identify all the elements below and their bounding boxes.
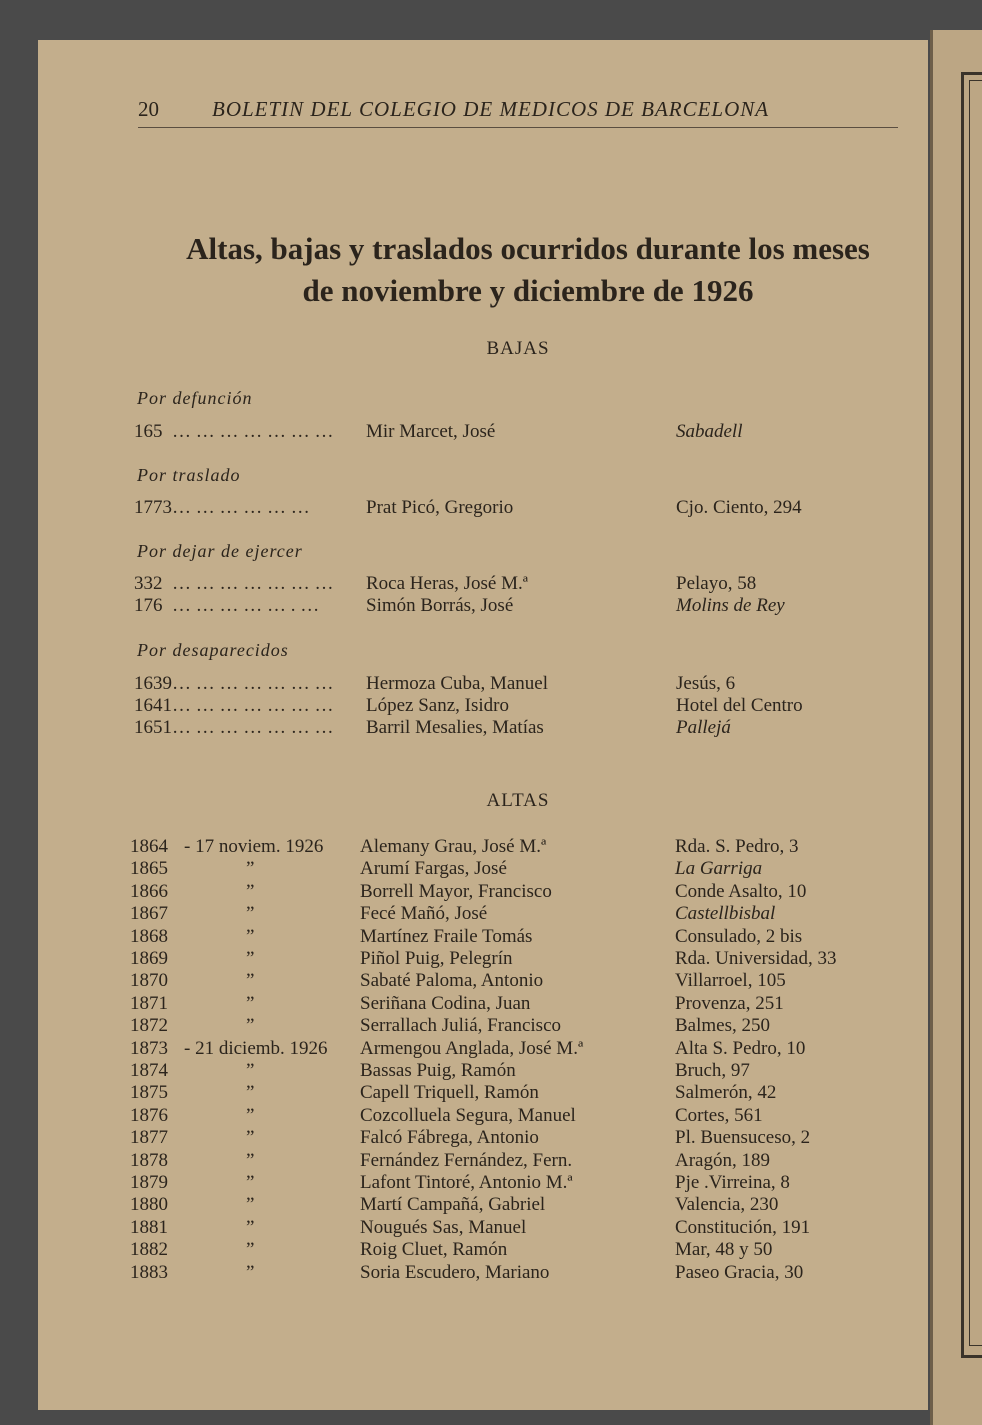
- entry-leader-dots: … … … … … … …: [172, 573, 334, 594]
- entry-name: Roig Cluet, Ramón: [360, 1239, 508, 1260]
- entry-address: Pelayo, 58: [676, 573, 757, 594]
- entry-address: Sabadell: [676, 421, 743, 442]
- altas-entry-row: [38, 1194, 928, 1216]
- entry-name: Simón Borrás, José: [366, 595, 514, 616]
- bajas-entry-row: [38, 673, 928, 695]
- document-page: [38, 40, 928, 1410]
- entry-number: 1641: [134, 695, 172, 716]
- entry-name: Bassas Puig, Ramón: [360, 1060, 516, 1081]
- altas-entry-row: [38, 1060, 928, 1082]
- entry-number: 332: [134, 573, 163, 594]
- altas-entry-row: [38, 881, 928, 903]
- entry-number: 1867: [130, 903, 168, 924]
- altas-entry-row: [38, 1239, 928, 1261]
- bajas-heading: BAJAS: [486, 338, 550, 359]
- entry-number: 1871: [130, 993, 168, 1014]
- entry-leader-dots: … … … … … … …: [172, 421, 334, 442]
- entry-number: 1881: [130, 1217, 168, 1238]
- altas-entry-row: [38, 1015, 928, 1037]
- running-header: [138, 95, 898, 128]
- entry-name: Soria Escudero, Mariano: [360, 1262, 550, 1283]
- entry-leader-dots: … … … … … …: [172, 497, 310, 518]
- entry-number: 1869: [130, 948, 168, 969]
- altas-entry-row: [38, 836, 928, 858]
- entry-number: 176: [134, 595, 163, 616]
- altas-entry-row: [38, 1105, 928, 1127]
- running-title: BOLETIN DEL COLEGIO DE MEDICOS DE BARCELONA: [212, 97, 770, 121]
- entry-name: Serrallach Juliá, Francisco: [360, 1015, 562, 1036]
- entry-name: Arumí Fargas, José: [360, 858, 507, 879]
- entry-number: 1773: [134, 497, 172, 518]
- title-line-2: de noviembre y diciembre de 1926: [302, 273, 754, 308]
- entry-name: Prat Picó, Gregorio: [366, 497, 514, 518]
- entry-address: Villarroel, 105: [675, 970, 786, 991]
- entry-address: Aragón, 189: [675, 1150, 770, 1171]
- entry-ditto-mark: ”: [246, 970, 255, 991]
- entry-name: Alemany Grau, José M.ª: [360, 836, 547, 857]
- entry-date: - 21 diciemb. 1926: [184, 1038, 328, 1059]
- entry-ditto-mark: ”: [246, 1239, 255, 1260]
- entry-address: Jesús, 6: [676, 673, 736, 694]
- entry-name: Piñol Puig, Pelegrín: [360, 948, 513, 969]
- entry-address: Mar, 48 y 50: [675, 1239, 773, 1260]
- bajas-entry-row: [38, 573, 928, 595]
- entry-address: Pje .Virreina, 8: [675, 1172, 790, 1193]
- entry-name: Capell Triquell, Ramón: [360, 1082, 539, 1103]
- entry-leader-dots: … … … … … … …: [172, 673, 334, 694]
- entry-ditto-mark: ”: [246, 993, 255, 1014]
- facing-page-edge: [930, 30, 982, 1425]
- entry-ditto-mark: ”: [246, 1262, 255, 1283]
- entry-number: 1866: [130, 881, 168, 902]
- entry-number: 1865: [130, 858, 168, 879]
- page-number: 20: [138, 97, 159, 121]
- altas-entry-row: [38, 903, 928, 925]
- entry-address: Hotel del Centro: [676, 695, 803, 716]
- entry-ditto-mark: ”: [246, 1060, 255, 1081]
- entry-name: Nougués Sas, Manuel: [360, 1217, 527, 1238]
- bajas-entry-row: [38, 595, 928, 617]
- entry-address: Cjo. Ciento, 294: [676, 497, 802, 518]
- entry-number: 1877: [130, 1127, 168, 1148]
- entry-number: 1872: [130, 1015, 168, 1036]
- altas-entry-row: [38, 1038, 928, 1060]
- entry-number: 1868: [130, 926, 168, 947]
- entry-name: Cozcolluela Segura, Manuel: [360, 1105, 576, 1126]
- entry-address: Bruch, 97: [675, 1060, 750, 1081]
- entry-name: Martí Campañá, Gabriel: [360, 1194, 546, 1215]
- altas-entry-row: [38, 1150, 928, 1172]
- entry-address: Paseo Gracia, 30: [675, 1262, 804, 1283]
- entry-name: Sabaté Paloma, Antonio: [360, 970, 544, 991]
- altas-entry-row: [38, 1082, 928, 1104]
- altas-entry-row: [38, 1217, 928, 1239]
- entry-address: Rda. Universidad, 33: [675, 948, 837, 969]
- bajas-group-label: Por desaparecidos: [137, 640, 289, 660]
- entry-name: Mir Marcet, José: [366, 421, 496, 442]
- altas-entry-row: [38, 926, 928, 948]
- entry-address: Salmerón, 42: [675, 1082, 777, 1103]
- entry-ditto-mark: ”: [246, 1082, 255, 1103]
- facing-page-inner-border: [969, 80, 982, 1346]
- entry-number: 1651: [134, 717, 172, 738]
- entry-number: 1873: [130, 1038, 168, 1059]
- entry-number: 1882: [130, 1239, 168, 1260]
- entry-number: 1639: [134, 673, 172, 694]
- bajas-entry-row: [38, 695, 928, 717]
- entry-ditto-mark: ”: [246, 881, 255, 902]
- altas-entry-row: [38, 1172, 928, 1194]
- entry-name: Roca Heras, José M.ª: [366, 573, 528, 594]
- entry-date: - 17 noviem. 1926: [184, 836, 324, 857]
- entry-ditto-mark: ”: [246, 903, 255, 924]
- entry-number: 165: [134, 421, 163, 442]
- entry-name: Seriñana Codina, Juan: [360, 993, 531, 1014]
- entry-number: 1875: [130, 1082, 168, 1103]
- altas-entry-row: [38, 970, 928, 992]
- entry-ditto-mark: ”: [246, 1127, 255, 1148]
- entry-number: 1880: [130, 1194, 168, 1215]
- altas-entry-row: [38, 948, 928, 970]
- bajas-group-label: Por traslado: [137, 465, 241, 485]
- entry-name: Hermoza Cuba, Manuel: [366, 673, 549, 694]
- entry-ditto-mark: ”: [246, 1194, 255, 1215]
- entry-leader-dots: … … … … … . …: [172, 595, 320, 616]
- entry-address: La Garriga: [675, 858, 763, 879]
- entry-address: Molins de Rey: [676, 595, 785, 616]
- entry-address: Rda. S. Pedro, 3: [675, 836, 799, 857]
- entry-ditto-mark: ”: [246, 858, 255, 879]
- altas-entry-row: [38, 1262, 928, 1284]
- bajas-entry-row: [38, 717, 928, 739]
- entry-number: 1878: [130, 1150, 168, 1171]
- entry-ditto-mark: ”: [246, 1172, 255, 1193]
- entry-name: Barril Mesalies, Matías: [366, 717, 544, 738]
- entry-ditto-mark: ”: [246, 1015, 255, 1036]
- entry-ditto-mark: ”: [246, 1150, 255, 1171]
- entry-name: Falcó Fábrega, Antonio: [360, 1127, 539, 1148]
- entry-leader-dots: … … … … … … …: [172, 695, 334, 716]
- entry-number: 1879: [130, 1172, 168, 1193]
- altas-entry-row: [38, 993, 928, 1015]
- entry-number: 1874: [130, 1060, 168, 1081]
- entry-address: Pallejá: [676, 717, 731, 738]
- entry-ditto-mark: ”: [246, 926, 255, 947]
- entry-ditto-mark: ”: [246, 948, 255, 969]
- bajas-entry-row: [38, 421, 928, 443]
- entry-name: Fecé Mañó, José: [360, 903, 488, 924]
- entry-name: Armengou Anglada, José M.ª: [360, 1038, 584, 1059]
- bajas-entry-row: [38, 497, 928, 519]
- entry-address: Constitución, 191: [675, 1217, 811, 1238]
- entry-name: Lafont Tintoré, Antonio M.ª: [360, 1172, 573, 1193]
- entry-name: Borrell Mayor, Francisco: [360, 881, 552, 902]
- entry-address: Conde Asalto, 10: [675, 881, 807, 902]
- entry-name: Martínez Fraile Tomás: [360, 926, 533, 947]
- entry-address: Cortes, 561: [675, 1105, 763, 1126]
- entry-leader-dots: … … … … … … …: [172, 717, 334, 738]
- entry-address: Pl. Buensuceso, 2: [675, 1127, 811, 1148]
- altas-entry-row: [38, 858, 928, 880]
- entry-ditto-mark: ”: [246, 1217, 255, 1238]
- altas-entry-row: [38, 1127, 928, 1149]
- entry-number: 1870: [130, 970, 168, 991]
- entry-name: López Sanz, Isidro: [366, 695, 509, 716]
- entry-address: Valencia, 230: [675, 1194, 779, 1215]
- entry-address: Consulado, 2 bis: [675, 926, 803, 947]
- entry-address: Alta S. Pedro, 10: [675, 1038, 806, 1059]
- entry-name: Fernández Fernández, Fern.: [360, 1150, 573, 1171]
- bajas-group-label: Por defunción: [137, 388, 253, 408]
- entry-number: 1876: [130, 1105, 168, 1126]
- entry-number: 1883: [130, 1262, 168, 1283]
- page-title: [133, 228, 923, 312]
- altas-heading: ALTAS: [486, 790, 550, 811]
- entry-address: Provenza, 251: [675, 993, 784, 1014]
- title-line-1: Altas, bajas y traslados ocurridos durante los meses: [186, 231, 870, 266]
- entry-number: 1864: [130, 836, 168, 857]
- entry-ditto-mark: ”: [246, 1105, 255, 1126]
- entry-address: Balmes, 250: [675, 1015, 770, 1036]
- entry-address: Castellbisbal: [675, 903, 776, 924]
- bajas-group-label: Por dejar de ejercer: [137, 541, 303, 561]
